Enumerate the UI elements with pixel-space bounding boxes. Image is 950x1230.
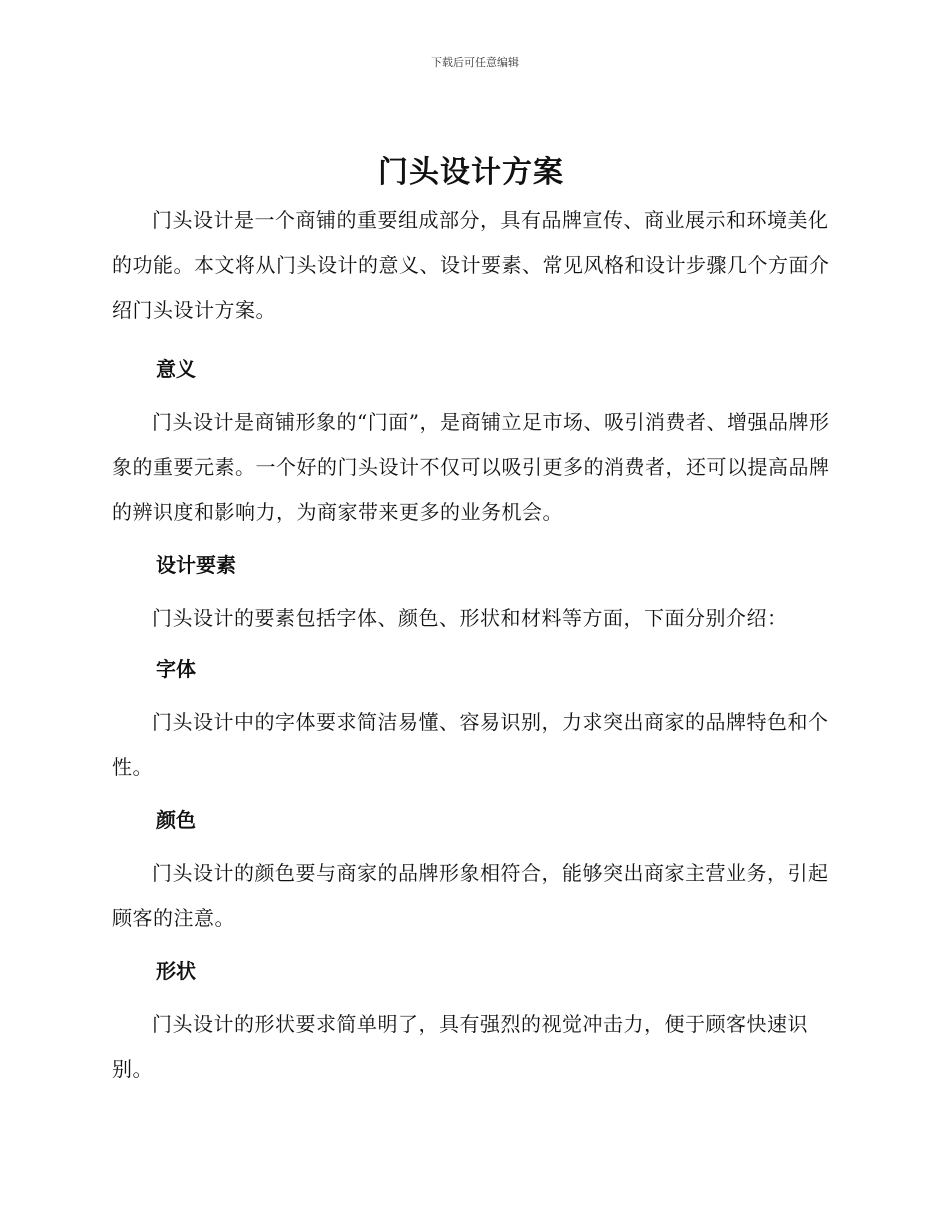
section-heading-color: 颜色 — [156, 808, 196, 832]
document-title: 门头设计方案 — [378, 155, 564, 190]
section-text-font: 门头设计中的字体要求简洁易懂、容易识别，力求突出商家的品牌特色和个性。 — [112, 710, 829, 779]
section-heading-design-elements: 设计要素 — [156, 553, 236, 577]
intro-paragraph: 门头设计是一个商铺的重要组成部分，具有品牌宣传、商业展示和环境美化的功能。本文将从门头设计的意义、设计要素、常见风格和设计步骤几个方面介绍门头设计方案。 — [112, 208, 830, 322]
page-header-note: 下载后可任意编辑 — [431, 56, 519, 69]
document-body — [112, 150, 830, 1100]
section-heading-meaning: 意义 — [156, 357, 196, 381]
section-heading-shape: 形状 — [156, 959, 196, 983]
section-text-design-elements: 门头设计的要素包括字体、颜色、形状和材料等方面，下面分别介绍： — [152, 606, 788, 630]
section-text-shape: 门头设计的形状要求简单明了，具有强烈的视觉冲击力，便于顾客快速识别。 — [112, 1012, 808, 1081]
section-text-meaning: 门头设计是商铺形象的“门面”，是商铺立足市场、吸引消费者、增强品牌形象的重要元素。一个好的门头设计不仅可以吸引更多的消费者，还可以提高品牌的辨识度和影响力，为商家带来更多的业务机会。 — [112, 410, 830, 524]
section-text-color: 门头设计的颜色要与商家的品牌形象相符合，能够突出商家主营业务，引起顾客的注意。 — [112, 861, 829, 930]
section-heading-font: 字体 — [156, 657, 196, 681]
